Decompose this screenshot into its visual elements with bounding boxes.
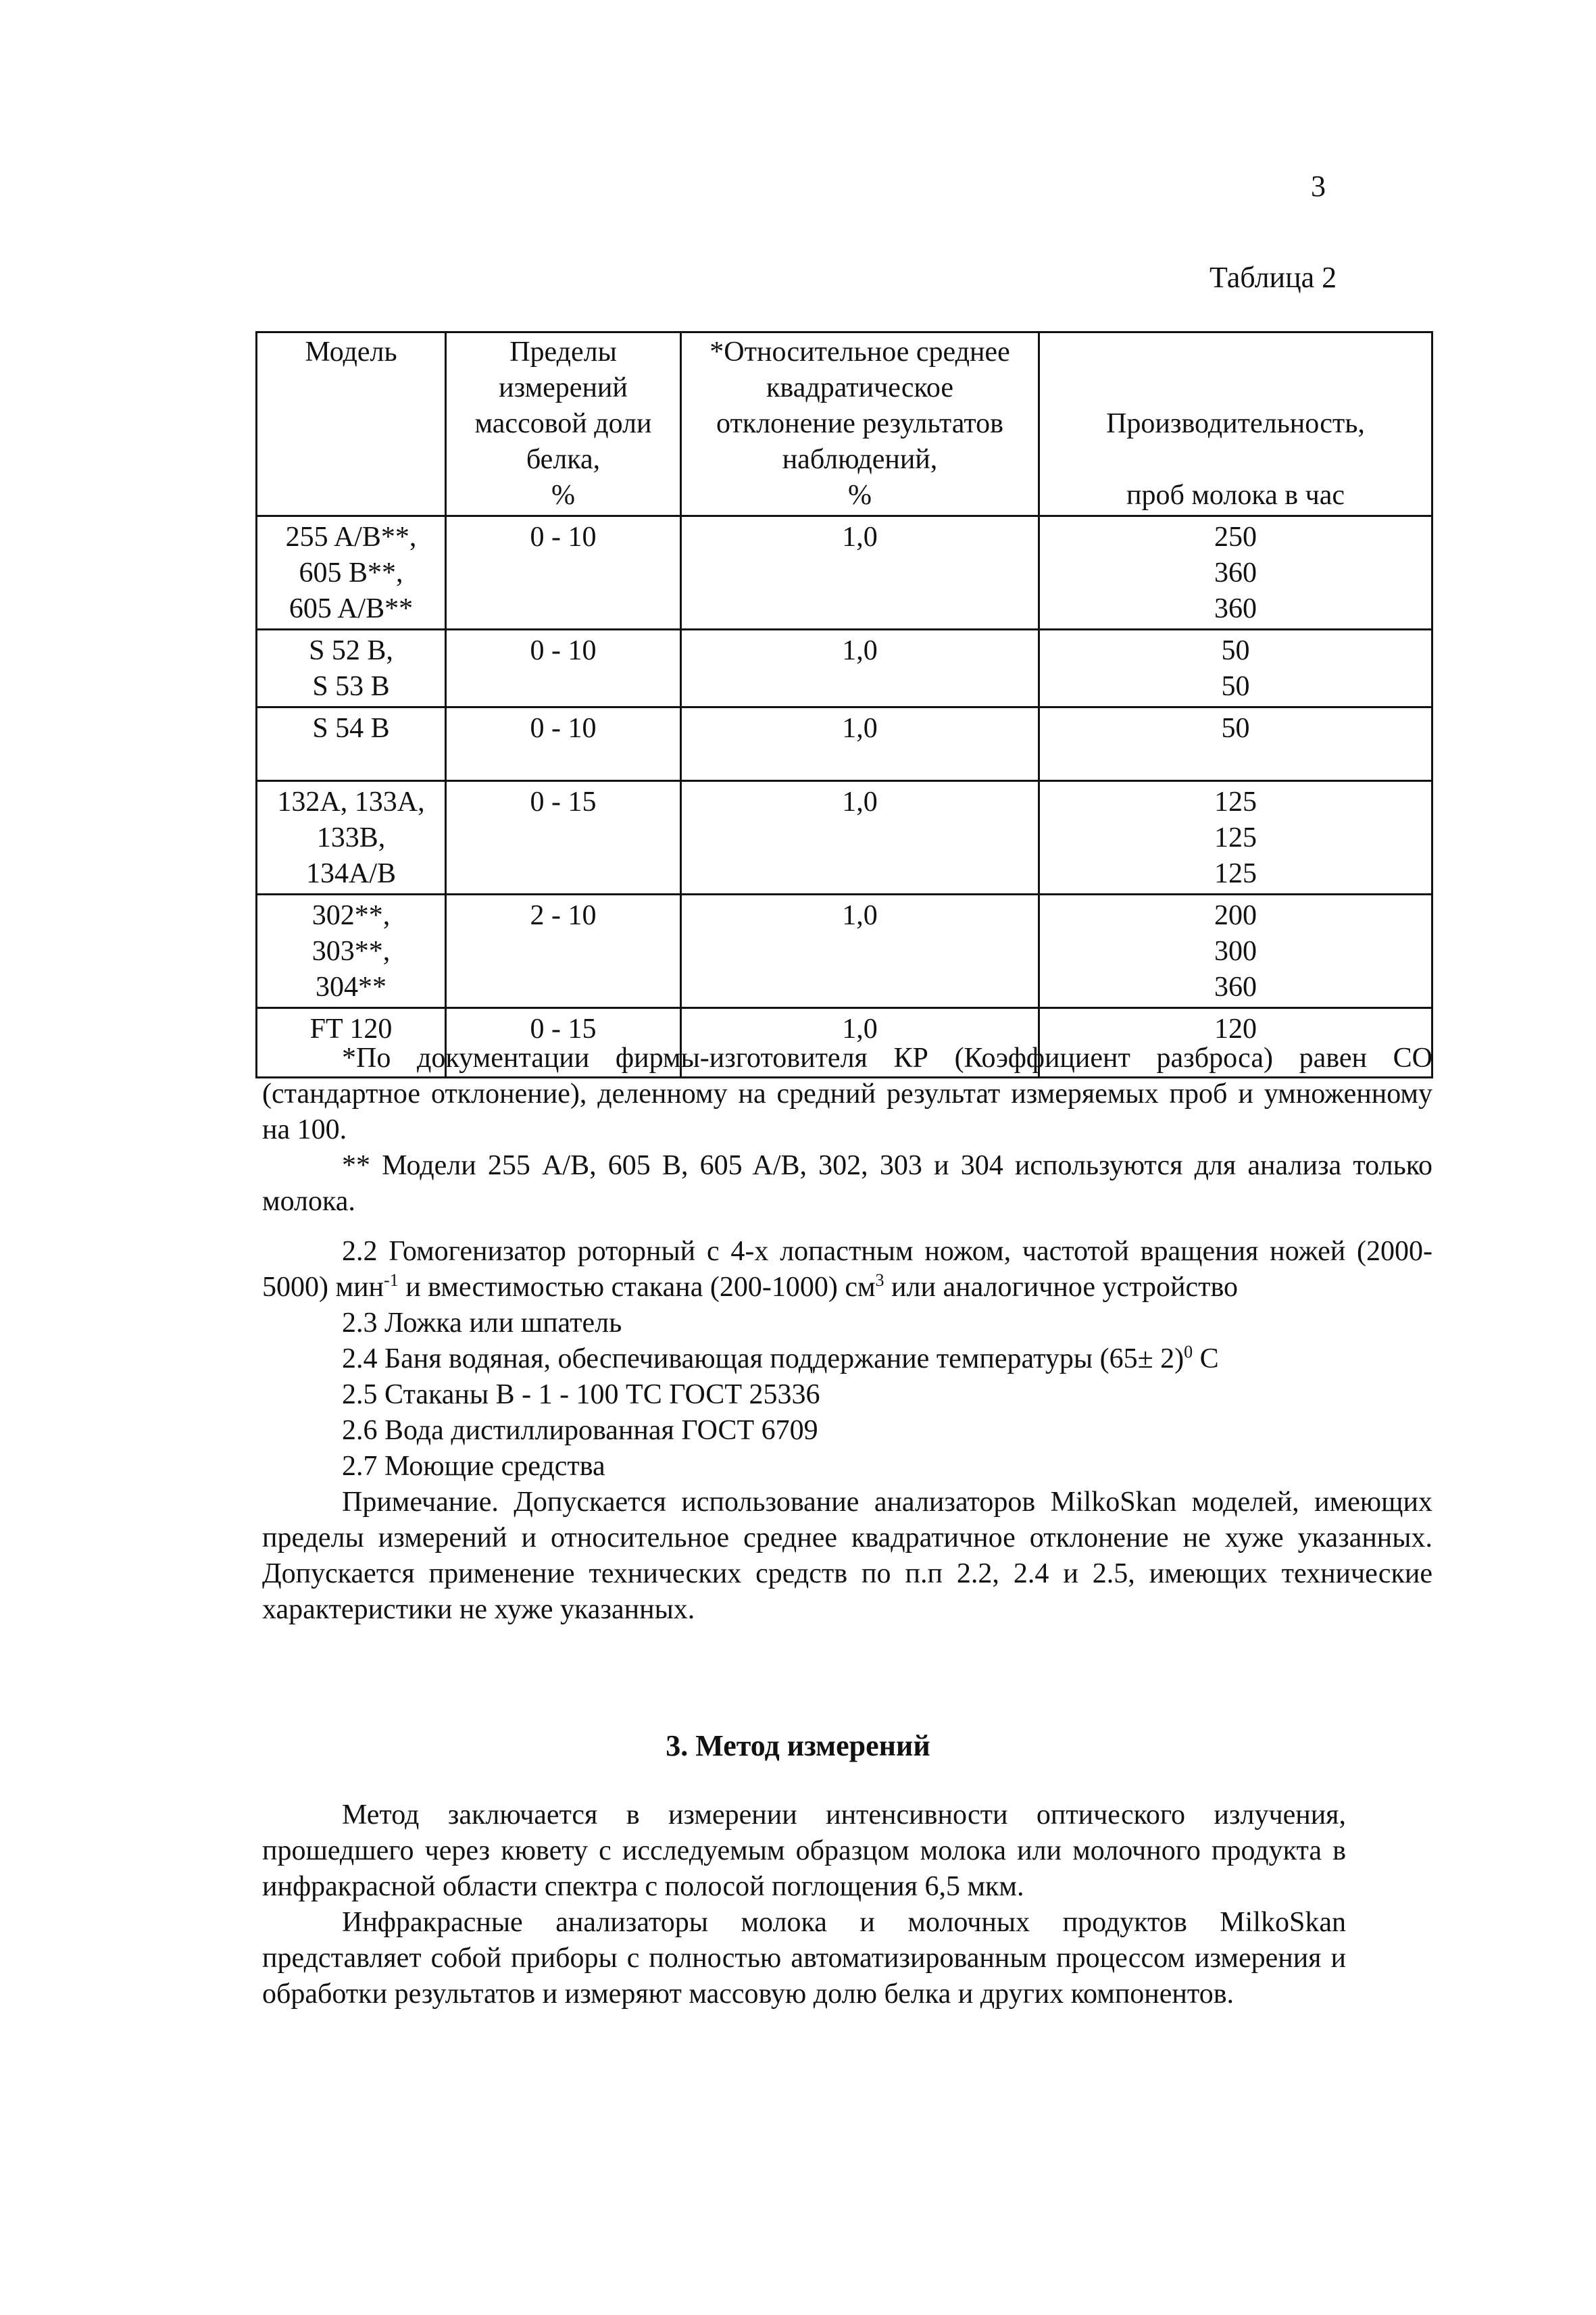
model-name: 304** <box>316 972 386 1003</box>
table-row <box>257 630 1432 707</box>
model-name: 303**, <box>311 936 391 967</box>
model-name: 302**, <box>311 900 391 931</box>
table-row <box>257 707 1432 781</box>
model-name: FT 120 <box>309 1014 393 1045</box>
header-deviation-line: *Относительное среднее <box>709 337 1010 368</box>
item-2-4-text: 2.4 Баня водяная, обеспечивающая поддержание температуры (65± 2) <box>342 1343 1184 1374</box>
header-performance-line: Производительность, <box>1106 408 1365 439</box>
cell-deviation: 1,0 <box>681 516 1039 630</box>
model-name: 605 A/B** <box>289 593 414 624</box>
model-name: S 52 B, <box>309 635 393 666</box>
model-name: S 54 B <box>312 713 390 744</box>
item-2-7: 2.7 Моющие средства <box>342 1451 605 1482</box>
header-limits-line: измерений <box>499 372 628 403</box>
header-limits <box>446 332 681 516</box>
cell-model <box>257 781 446 895</box>
performance-value: 50 <box>1221 713 1250 744</box>
performance-value: 200 <box>1214 900 1257 931</box>
cell-limits: 0 - 15 <box>446 1008 681 1078</box>
table-header-row <box>257 332 1432 516</box>
cell-model <box>257 895 446 1008</box>
performance-value: 125 <box>1214 858 1257 889</box>
item-2-3: 2.3 Ложка или шпатель <box>342 1308 622 1339</box>
table-row <box>257 516 1432 630</box>
header-limits-line: % <box>551 480 575 511</box>
cell-performance <box>1039 781 1432 895</box>
header-performance <box>1039 332 1432 516</box>
cell-model <box>257 516 446 630</box>
cell-limits: 2 - 10 <box>446 895 681 1008</box>
specs-table <box>255 331 1433 1078</box>
superscript: -1 <box>384 1270 399 1290</box>
method-section <box>262 1797 1346 2012</box>
cell-limits: 0 - 10 <box>446 707 681 781</box>
model-name: 255 A/B**, <box>285 522 417 553</box>
model-name: S 53 B <box>312 671 390 702</box>
item-2-2-text: и вместимостью стакана (200-1000) см <box>398 1272 876 1303</box>
header-deviation-line: наблюдений, <box>782 444 938 475</box>
section-heading: 3. Метод измерений <box>666 1729 930 1762</box>
footnote-milk-models: ** Модели 255 A/B, 605 B, 605 A/B, 302, 303 и 304 используются для анализа только молока. <box>262 1150 1432 1217</box>
cell-deviation: 1,0 <box>681 707 1039 781</box>
header-limits-line: белка, <box>526 444 601 475</box>
model-name: 134A/B <box>305 858 396 889</box>
header-deviation <box>681 332 1039 516</box>
performance-value: 50 <box>1221 671 1250 702</box>
item-2-2 <box>262 1234 1432 1305</box>
performance-value: 300 <box>1214 936 1257 967</box>
item-2-4-text: С <box>1193 1343 1219 1374</box>
item-2-2-text: 2.2 Гомогенизатор роторный с 4-х лопастным ножом, частотой вращения ножей (2000-5000) мин <box>262 1236 1432 1303</box>
performance-value: 360 <box>1214 593 1257 624</box>
header-limits-line: Пределы <box>509 337 617 368</box>
table-row <box>257 781 1432 895</box>
model-name: 605 B**, <box>299 557 403 589</box>
cell-limits: 0 - 15 <box>446 781 681 895</box>
superscript: 3 <box>875 1270 884 1290</box>
performance-value: 120 <box>1214 1014 1257 1045</box>
table-caption: Таблица 2 <box>1210 261 1337 294</box>
equipment-list <box>262 1234 1432 1628</box>
model-name: 133B, <box>316 822 386 853</box>
item-2-5: 2.5 Стаканы В - 1 - 100 ТС ГОСТ 25336 <box>342 1379 820 1410</box>
performance-value: 125 <box>1214 787 1257 818</box>
cell-performance <box>1039 707 1432 781</box>
table-footnotes <box>262 1041 1432 1220</box>
cell-deviation: 1,0 <box>681 1008 1039 1078</box>
cell-performance <box>1039 516 1432 630</box>
cell-performance <box>1039 630 1432 707</box>
cell-deviation: 1,0 <box>681 630 1039 707</box>
model-name: 132A, 133A, <box>277 787 425 818</box>
performance-value: 125 <box>1214 822 1257 853</box>
item-2-6: 2.6 Вода дистиллированная ГОСТ 6709 <box>342 1415 818 1446</box>
performance-value: 360 <box>1214 557 1257 589</box>
header-performance-line: проб молока в час <box>1126 480 1345 511</box>
cell-deviation: 1,0 <box>681 895 1039 1008</box>
header-deviation-line: отклонение результатов <box>716 408 1003 439</box>
header-deviation-line: квадратическое <box>766 372 953 403</box>
header-deviation-line: % <box>848 480 872 511</box>
footnote-coefficient: *По документации фирмы-изготовителя КР (Коэффициент разброса) равен СО (стандартное отклонение), деленному на средний результат измеряемых проб и умноженному на 100. <box>262 1043 1432 1145</box>
table-row <box>257 895 1432 1008</box>
cell-limits: 0 - 10 <box>446 516 681 630</box>
item-2-4 <box>342 1341 1432 1377</box>
cell-deviation: 1,0 <box>681 781 1039 895</box>
header-model: Модель <box>257 332 446 516</box>
superscript: 0 <box>1184 1342 1193 1362</box>
cell-model <box>257 630 446 707</box>
page-number: 3 <box>1311 170 1326 203</box>
performance-value: 250 <box>1214 522 1257 553</box>
performance-value: 360 <box>1214 972 1257 1003</box>
cell-model <box>257 707 446 781</box>
header-limits-line: массовой доли <box>474 408 652 439</box>
item-2-2-text: или аналогичное устройство <box>884 1272 1239 1303</box>
equipment-note: Примечание. Допускается использование анализаторов MilkoSkan моделей, имеющих пределы измерений и относительное среднее квадратичное отклонение не хуже указанных. Допускается применение технических средств по п.п 2.2, 2.4 и 2.5, имеющих технические характеристики не хуже указанных. <box>262 1487 1432 1625</box>
performance-value: 50 <box>1221 635 1250 666</box>
method-paragraph: Инфракрасные анализаторы молока и молочных продуктов MilkoSkan представляет собой приборы с полностью автоматизированным процессом измерения и обработки результатов и измеряют массовую долю белка и других компонентов. <box>262 1907 1346 2010</box>
cell-limits: 0 - 10 <box>446 630 681 707</box>
cell-performance <box>1039 895 1432 1008</box>
method-paragraph: Метод заключается в измерении интенсивности оптического излучения, прошедшего через кювету с исследуемым образцом молока или молочного продукта в инфракрасной области спектра с полосой поглощения 6,5 мкм. <box>262 1799 1346 1902</box>
